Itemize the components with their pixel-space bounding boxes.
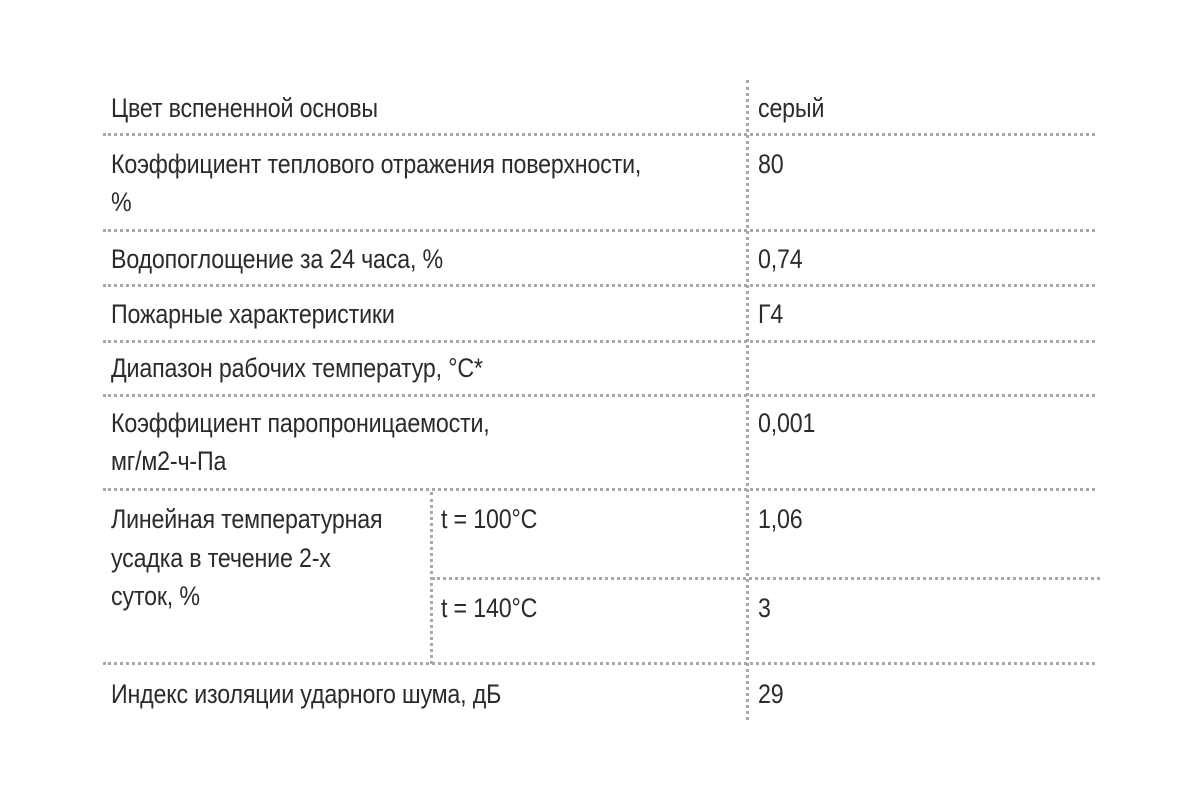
row-label: Диапазон рабочих температур, °C* [111, 353, 483, 383]
row-value: 0,74 [758, 244, 803, 274]
row-label-continuation: усадка в течение 2-х [111, 543, 331, 573]
row-label: Коэффициент паропроницаемости, [111, 408, 490, 438]
row-label-continuation: суток, % [111, 581, 200, 611]
row-divider [103, 488, 1095, 491]
row-divider [103, 340, 1095, 343]
row-divider [103, 284, 1095, 287]
row-divider [103, 662, 1095, 665]
row-value: 1,06 [758, 504, 803, 534]
row-value: 3 [758, 593, 771, 623]
row-label: Линейная температурная [111, 504, 383, 534]
row-label-continuation: мг/м2-ч-Па [111, 446, 227, 476]
row-label-continuation: % [111, 187, 132, 217]
row-label: Коэффициент теплового отражения поверхности, [111, 149, 642, 179]
row-label: Цвет вспененной основы [111, 93, 378, 123]
subrow-divider [432, 577, 1100, 580]
row-value: Г4 [758, 299, 784, 329]
row-value: серый [758, 93, 825, 123]
row-value: 0,001 [758, 408, 816, 438]
column-divider [746, 80, 749, 720]
row-divider [103, 133, 1095, 136]
row-label: Индекс изоляции ударного шума, дБ [111, 679, 502, 709]
row-divider [103, 394, 1095, 397]
row-value: 80 [758, 149, 784, 179]
row-label: Пожарные характеристики [111, 299, 395, 329]
row-divider [103, 229, 1095, 232]
row-value: 29 [758, 679, 784, 709]
condition-label: t = 100°C [441, 504, 538, 534]
condition-label: t = 140°C [441, 593, 538, 623]
row-label: Водопоглощение за 24 часа, % [111, 244, 444, 274]
